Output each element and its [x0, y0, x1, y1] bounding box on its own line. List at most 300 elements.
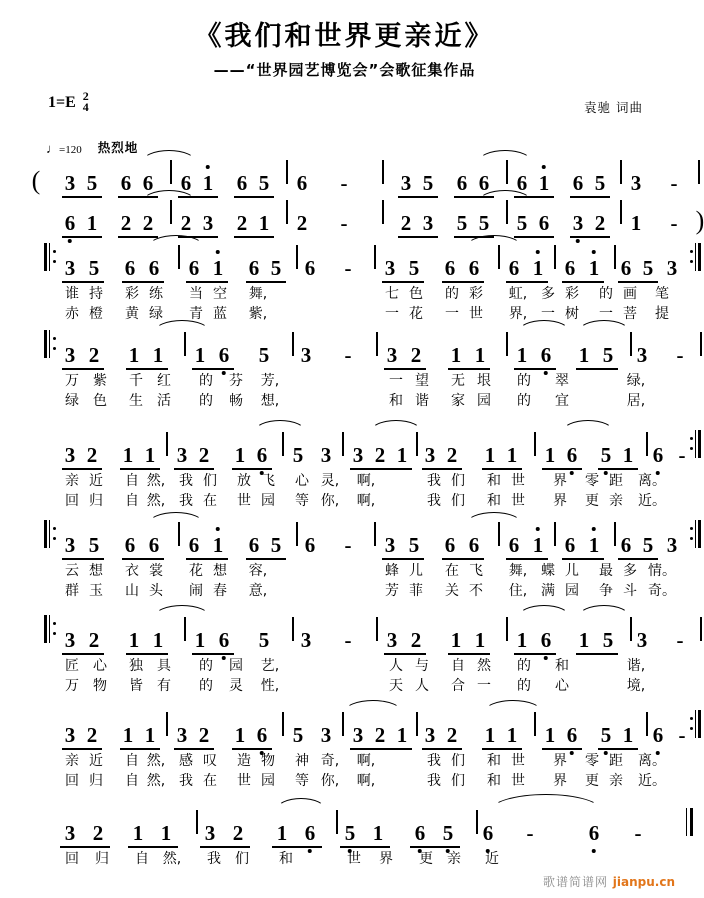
note: 2 — [296, 211, 308, 235]
note: 1 — [152, 628, 164, 652]
lyric-syllable: 与 — [415, 658, 429, 674]
note: - — [676, 628, 684, 652]
slur — [148, 512, 204, 524]
lyric-syllable: 的 — [199, 373, 213, 389]
lyric-syllable: 一 — [477, 678, 491, 694]
lyric-syllable: 零 — [585, 473, 599, 489]
lyric-row-1 — [14, 848, 675, 868]
note: 5 — [88, 533, 100, 557]
barline — [506, 617, 508, 641]
note-row — [14, 158, 678, 198]
note: 5 — [601, 445, 612, 466]
note: 6 — [65, 213, 76, 234]
note: 1 — [128, 343, 140, 367]
barline — [630, 332, 632, 356]
barline — [374, 245, 376, 269]
barline — [416, 712, 418, 736]
note: 6 — [468, 256, 480, 280]
barline — [170, 200, 172, 224]
slur — [154, 605, 210, 617]
slur — [254, 420, 306, 432]
note: 2 — [232, 821, 244, 845]
lyric-syllable: 然 — [477, 658, 491, 674]
lyric-syllable: 然, — [162, 851, 182, 867]
lyric-syllable: 天 — [389, 678, 403, 694]
lyric-syllable: 玉 — [89, 583, 103, 599]
lyric-row-1 — [14, 283, 675, 303]
note: 1 — [144, 723, 156, 747]
lyric-syllable: 多 — [541, 286, 555, 302]
lyric-syllable: 你, — [320, 773, 340, 789]
lyric-syllable: 心 — [555, 678, 569, 694]
lyric-syllable: 情。 — [648, 563, 676, 579]
lyric-syllable: 笔 — [655, 286, 669, 302]
lyric-syllable: 的 — [199, 658, 213, 674]
lyric-syllable: 蝶 — [541, 563, 555, 579]
repeat-sign-close — [690, 520, 702, 548]
tie — [490, 794, 602, 811]
note: 2 — [374, 723, 386, 747]
lyric-syllable: 花 — [409, 306, 423, 322]
lyric-syllable: 界 — [553, 753, 567, 769]
lyric-syllable: 奇。 — [648, 583, 676, 599]
staff-system-l6 — [0, 520, 689, 600]
lyric-syllable: 物 — [93, 678, 107, 694]
lyric-syllable: 自 — [125, 753, 139, 769]
note: 6 — [564, 256, 576, 280]
barline — [498, 522, 500, 546]
note: 3 — [64, 628, 76, 652]
note: 3 — [422, 211, 434, 235]
note: 2 — [88, 628, 100, 652]
barline — [178, 522, 180, 546]
staff-system-l2 — [0, 198, 704, 238]
time-signature-top: 2 — [82, 89, 89, 103]
watermark-site: 歌谱简谱网 — [542, 875, 608, 889]
lyric-syllable: 色 — [409, 286, 423, 302]
note: 3 — [424, 723, 436, 747]
note: 6 — [564, 533, 576, 557]
lyric-row-1 — [14, 470, 675, 490]
page-subtitle: ——“世界园艺博览会”会歌征集作品 — [213, 61, 476, 79]
final-barline — [686, 808, 698, 836]
note: 1 — [194, 343, 206, 367]
lyric-syllable: 自 — [125, 773, 139, 789]
lyric-syllable: 叹 — [203, 753, 217, 769]
tempo-value: =120 — [59, 144, 82, 156]
note: 6 — [304, 256, 316, 280]
lyric-syllable: 七 — [385, 286, 399, 302]
note: 5 — [642, 533, 654, 557]
note: 6 — [572, 171, 584, 195]
note: 1 — [484, 723, 496, 747]
lyric-syllable: 离。 — [638, 473, 666, 489]
note: 1 — [578, 343, 590, 367]
lyric-syllable: 我 — [179, 493, 193, 509]
lyric-syllable: 提 — [655, 306, 669, 322]
lyric-syllable: 容, — [248, 563, 268, 579]
lyric-syllable: 画 — [623, 286, 637, 302]
note: 3 — [384, 533, 396, 557]
octave-dot-high — [206, 165, 210, 169]
note: 6 — [180, 171, 192, 195]
lyric-syllable: 花 — [189, 563, 203, 579]
lyric-syllable: 春 — [213, 583, 227, 599]
note: 6 — [188, 256, 200, 280]
staff-system-l3 — [0, 243, 689, 323]
note: 1 — [450, 343, 462, 367]
lyric-syllable: 家 — [451, 393, 465, 409]
lyric-syllable: 神 — [295, 753, 309, 769]
note: 2 — [594, 211, 606, 235]
tempo-marking — [46, 138, 138, 156]
note: 2 — [410, 343, 422, 367]
lyric-syllable: 和 — [555, 658, 569, 674]
lyric-syllable: 啊, — [356, 773, 376, 789]
lyric-syllable: 们 — [451, 473, 465, 489]
repeat-sign-open — [44, 520, 56, 548]
note: 3 — [636, 343, 648, 367]
lyric-syllable: 人 — [389, 658, 403, 674]
note: 3 — [666, 533, 678, 557]
lyric-syllable: 在 — [203, 493, 217, 509]
note: 1 — [213, 535, 224, 556]
note: 1 — [516, 343, 528, 367]
note: - — [670, 171, 678, 195]
lyric-syllable: 万 — [65, 373, 79, 389]
barline — [292, 332, 294, 356]
lyric-syllable: 飞 — [469, 563, 483, 579]
lyric-syllable: 绿 — [65, 393, 79, 409]
note: 6 — [296, 171, 308, 195]
lyric-syllable: 关 — [445, 583, 459, 599]
lyric-syllable: 芬 — [229, 373, 243, 389]
tempo-bpm — [46, 142, 82, 156]
note: 6 — [304, 533, 316, 557]
lyric-syllable: 我 — [179, 773, 193, 789]
lyric-syllable: 合 — [451, 678, 465, 694]
note: 1 — [122, 723, 134, 747]
note: 1 — [539, 173, 550, 194]
slur — [370, 420, 422, 432]
lyric-syllable: 然, — [146, 773, 166, 789]
note-row — [14, 710, 686, 750]
note: - — [678, 723, 686, 747]
lyric-syllable: 感 — [179, 753, 193, 769]
lyric-syllable: 离。 — [638, 753, 666, 769]
barline — [166, 432, 168, 456]
note: 6 — [456, 171, 468, 195]
note: 6 — [120, 171, 132, 195]
lyric-syllable: 奇, — [320, 753, 340, 769]
barline — [554, 245, 556, 269]
barline — [620, 200, 622, 224]
note-row — [14, 198, 704, 238]
lyric-row-2 — [14, 580, 675, 600]
lyric-syllable: 的 — [199, 393, 213, 409]
lyric-syllable: 近 — [89, 753, 103, 769]
note: - — [678, 443, 686, 467]
lyric-syllable: 们 — [203, 473, 217, 489]
lyric-syllable: 界 — [553, 493, 567, 509]
repeat-sign-close — [690, 430, 702, 458]
lyric-syllable: 望 — [415, 373, 429, 389]
lyric-syllable: 我 — [179, 473, 193, 489]
lyric-syllable: 近。 — [638, 493, 666, 509]
lyric-syllable: 们 — [451, 773, 465, 789]
lyric-syllable: 的 — [517, 373, 531, 389]
lyric-syllable: 在 — [203, 773, 217, 789]
slur — [484, 700, 542, 712]
lyric-syllable: 世 — [511, 493, 525, 509]
barline — [170, 160, 172, 184]
lyric-syllable: 头 — [149, 583, 163, 599]
note: 5 — [88, 256, 100, 280]
quarter-note-icon: ♩ — [46, 141, 59, 156]
note-row — [14, 808, 675, 848]
key-signature — [48, 89, 89, 114]
repeat-sign-open — [44, 330, 56, 358]
lyric-syllable: 舞, — [248, 286, 268, 302]
repeat-sign-open — [44, 243, 56, 271]
lyric-syllable: 们 — [451, 753, 465, 769]
lyric-syllable: 满 — [541, 583, 555, 599]
note: 3 — [202, 211, 214, 235]
note: 2 — [236, 211, 248, 235]
lyric-syllable: 树 — [565, 306, 579, 322]
slur — [562, 420, 614, 432]
note: - — [340, 211, 348, 235]
barline — [630, 617, 632, 641]
note: 1 — [194, 628, 206, 652]
lyric-syllable: 亲 — [447, 851, 461, 867]
barline — [376, 332, 378, 356]
slur — [518, 605, 570, 617]
lyric-syllable: 亲 — [65, 753, 79, 769]
lyric-syllable: 界 — [553, 473, 567, 489]
composer-credit: 袁驰 词曲 — [584, 100, 643, 115]
note: 5 — [478, 211, 490, 235]
beam-line — [570, 236, 610, 238]
barline — [196, 810, 198, 834]
lyric-syllable: 芳, — [260, 373, 280, 389]
lyric-syllable: 舞, — [508, 563, 528, 579]
lyric-syllable: 宜 — [555, 393, 569, 409]
slur — [344, 700, 402, 712]
lyric-syllable: 更 — [585, 773, 599, 789]
lyric-syllable: 谁 — [65, 286, 79, 302]
note: 1 — [506, 443, 518, 467]
lyric-row-1 — [14, 370, 675, 390]
lyric-syllable: 自 — [451, 658, 465, 674]
note: 6 — [248, 533, 260, 557]
note: 1 — [234, 443, 246, 467]
note: 2 — [86, 443, 98, 467]
note-row — [14, 430, 686, 470]
note: 3 — [176, 723, 188, 747]
lyric-syllable: 谐 — [415, 393, 429, 409]
note: ( — [31, 166, 41, 195]
lyric-syllable: 世 — [469, 306, 483, 322]
note: - — [526, 821, 534, 845]
lyric-syllable: 持 — [89, 286, 103, 302]
note: 5 — [292, 723, 304, 747]
barline — [416, 432, 418, 456]
note: 3 — [320, 443, 332, 467]
note: 6 — [541, 630, 552, 651]
note: 1 — [144, 443, 156, 467]
lyric-syllable: 世 — [237, 493, 251, 509]
lyric-syllable: 啊, — [356, 493, 376, 509]
lyric-syllable: 物 — [261, 753, 275, 769]
lyric-syllable: 练 — [149, 286, 163, 302]
note: - — [344, 256, 352, 280]
lyric-syllable: 啊, — [356, 473, 376, 489]
note: 1 — [578, 628, 590, 652]
note: 5 — [443, 823, 454, 844]
lyric-syllable: 自 — [125, 493, 139, 509]
page-title: 《我们和世界更亲近》 — [194, 21, 495, 52]
note: 6 — [257, 445, 268, 466]
note: 3 — [64, 343, 76, 367]
note: 2 — [446, 723, 458, 747]
note: - — [676, 343, 684, 367]
note: 3 — [320, 723, 332, 747]
lyric-syllable: 芳 — [385, 583, 399, 599]
lyric-syllable: 儿 — [409, 563, 423, 579]
note: - — [344, 533, 352, 557]
note-row — [14, 330, 684, 370]
barline — [700, 617, 702, 641]
note: 6 — [188, 533, 200, 557]
slur — [142, 150, 196, 162]
lyric-row-1 — [14, 560, 675, 580]
note: 6 — [620, 533, 632, 557]
barline — [646, 432, 648, 456]
note: 6 — [148, 533, 160, 557]
note: 6 — [589, 823, 600, 844]
lyric-syllable: 园 — [261, 773, 275, 789]
note: 3 — [204, 821, 216, 845]
lyric-syllable: 飞 — [261, 473, 275, 489]
staff-system-l8 — [0, 710, 689, 790]
lyric-syllable: 菩 — [623, 306, 637, 322]
time-signature-bottom: 4 — [82, 99, 89, 114]
staff-system-l1 — [0, 158, 689, 198]
lyric-syllable: 山 — [125, 583, 139, 599]
note: 6 — [468, 533, 480, 557]
lyric-row-2 — [14, 770, 675, 790]
time-signature — [83, 91, 89, 112]
note: 5 — [594, 171, 606, 195]
lyric-syllable: 我 — [427, 773, 441, 789]
note: 6 — [248, 256, 260, 280]
barline — [292, 617, 294, 641]
beam-line — [118, 236, 158, 238]
lyric-syllable: 匠 — [65, 658, 79, 674]
note: 6 — [148, 256, 160, 280]
lyric-syllable: 然, — [146, 473, 166, 489]
note: 3 — [64, 821, 76, 845]
note: 6 — [236, 171, 248, 195]
lyric-syllable: 青 — [189, 306, 203, 322]
lyric-syllable: 回 — [65, 493, 79, 509]
note: 6 — [620, 256, 632, 280]
note: 5 — [601, 725, 612, 746]
barline — [534, 432, 536, 456]
note: 2 — [142, 211, 154, 235]
note: 1 — [506, 723, 518, 747]
note: 3 — [352, 443, 364, 467]
note: 6 — [124, 533, 136, 557]
lyric-syllable: 灵 — [229, 678, 243, 694]
note: 2 — [180, 211, 192, 235]
lyric-syllable: 菲 — [409, 583, 423, 599]
lyric-syllable: 一 — [389, 373, 403, 389]
lyric-syllable: 回 — [65, 773, 79, 789]
note: - — [344, 628, 352, 652]
barline — [620, 160, 622, 184]
barline — [382, 200, 384, 224]
barline — [646, 712, 648, 736]
lyric-syllable: 园 — [229, 658, 243, 674]
lyric-syllable: 的 — [445, 286, 459, 302]
note: 3 — [400, 171, 412, 195]
lyric-syllable: 住, — [508, 583, 528, 599]
lyric-syllable: 界 — [553, 773, 567, 789]
lyric-syllable: 斗 — [623, 583, 637, 599]
lyric-syllable: 你, — [320, 493, 340, 509]
note: 1 — [630, 211, 642, 235]
note: 1 — [396, 723, 408, 747]
note: 3 — [573, 213, 584, 234]
barline — [282, 432, 284, 456]
note: 2 — [198, 723, 210, 747]
lyric-syllable: 近 — [89, 473, 103, 489]
note: 6 — [305, 823, 316, 844]
note: 1 — [516, 628, 528, 652]
note: 1 — [234, 723, 246, 747]
note: 1 — [484, 443, 496, 467]
barline — [698, 160, 700, 184]
lyric-syllable: 和 — [487, 753, 501, 769]
note: 1 — [128, 628, 140, 652]
note: 1 — [474, 343, 486, 367]
barline — [614, 245, 616, 269]
octave-dot-high — [216, 250, 220, 254]
note: 6 — [653, 445, 664, 466]
note: 6 — [219, 345, 230, 366]
note: 5 — [642, 256, 654, 280]
lyric-syllable: 人 — [415, 678, 429, 694]
lyric-syllable: 造 — [237, 753, 251, 769]
note: 1 — [533, 535, 544, 556]
lyric-syllable: 园 — [565, 583, 579, 599]
lyric-syllable: 最 — [599, 563, 613, 579]
note: - — [340, 171, 348, 195]
note: 6 — [538, 211, 550, 235]
note-row — [14, 615, 684, 655]
lyric-syllable: 紫, — [248, 306, 268, 322]
note: 3 — [386, 343, 398, 367]
lyric-syllable: 想, — [260, 393, 280, 409]
note: 1 — [533, 258, 544, 279]
octave-dot-high — [592, 527, 596, 531]
octave-dot-high — [536, 250, 540, 254]
note: 3 — [64, 443, 76, 467]
lyric-syllable: 等 — [295, 773, 309, 789]
beam-line — [62, 236, 102, 238]
